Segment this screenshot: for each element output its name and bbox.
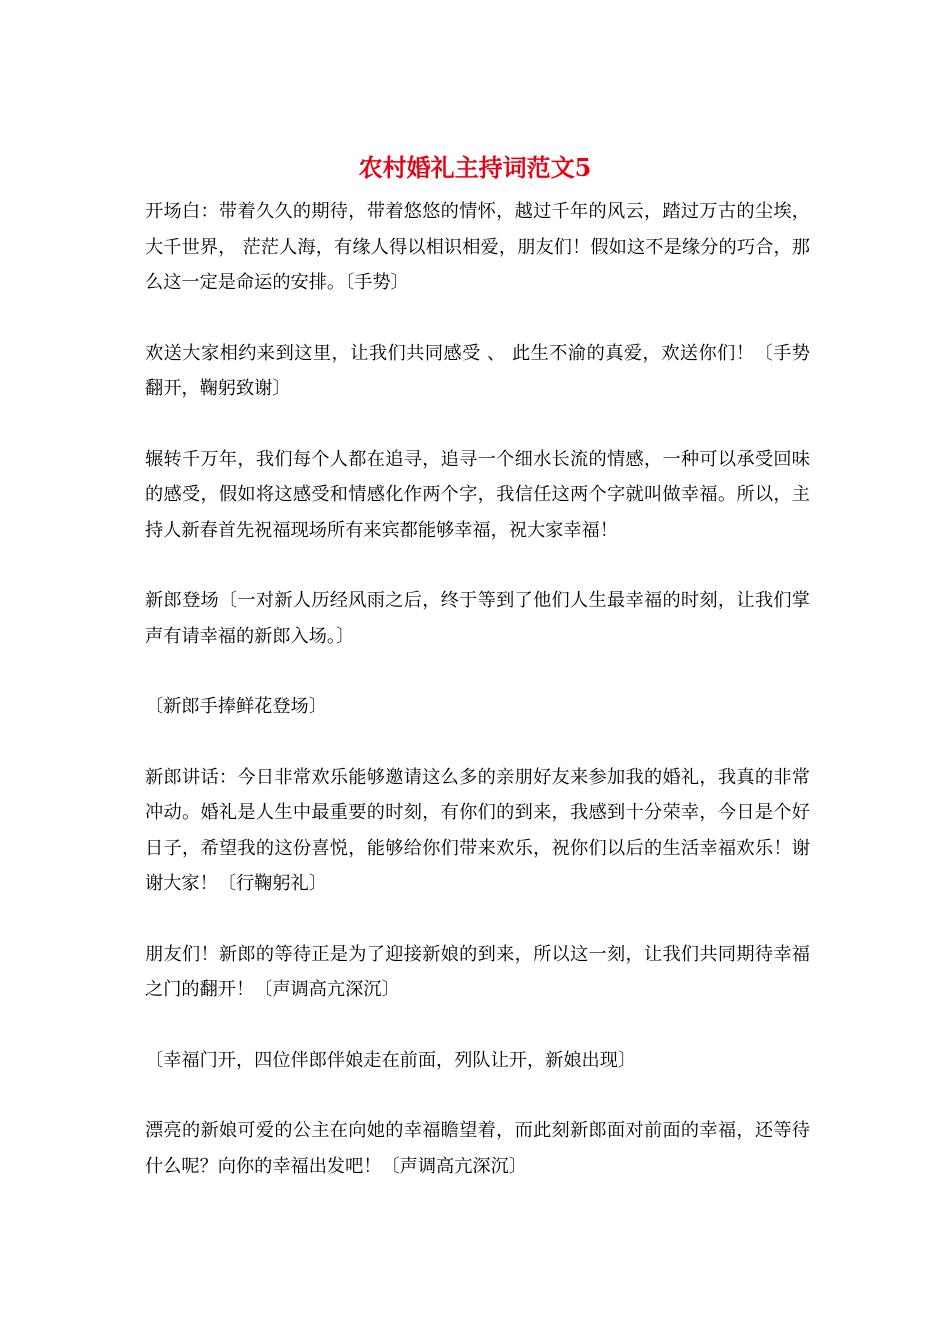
document-title: 农村婚礼主持词范文5 xyxy=(358,153,592,182)
document-body xyxy=(145,194,810,1219)
paragraph-welcome: 欢送大家相约来到这里，让我们共同感受 、 此生不渝的真爱，欢送你们！〔手势翻开，鞠躬致谢〕 xyxy=(145,342,810,399)
paragraph-bride: 漂亮的新娘可爱的公主在向她的幸福瞻望着，而此刻新郎面对前面的幸福，还等待什么呢？向你的幸福出发吧！〔声调高亢深沉〕 xyxy=(145,1120,810,1177)
paragraph-groom-speech: 新郎讲话：今日非常欢乐能够邀请这么多的亲朋好友来参加我的婚礼，我真的非常冲动。婚礼是人生中最重要的时刻，有你们的到来，我感到十分荣幸，今日是个好日子，希望我的这份喜悦，能够给你们带来欢乐，祝你们以后的生活幸福欢乐！谢谢大家！〔行鞠躬礼〕 xyxy=(145,766,810,894)
paragraph-groom-entrance: 新郎登场〔一对新人历经风雨之后，终于等到了他们人生最幸福的时刻，让我们掌声有请幸福的新郎入场。〕 xyxy=(145,590,810,647)
paragraph-await-bride: 朋友们！新郎的等待正是为了迎接新娘的到来，所以这一刻，让我们共同期待幸福之门的翻开！〔声调高亢深沉〕 xyxy=(145,943,810,1000)
paragraph-groom-flowers: 〔新郎手捧鲜花登场〕 xyxy=(145,696,327,717)
paragraph-door-opens: 〔幸福门开，四位伴郎伴娘走在前面，列队让开，新娘出现〕 xyxy=(145,1049,637,1071)
paragraph-opening: 开场白：带着久久的期待，带着悠悠的情怀，越过千年的风云，踏过万古的尘埃，大千世界， 茫茫人海，有缘人得以相识相爱，朋友们！假如这不是缘分的巧合，那么这一定是命运的安排。〔手势〕 xyxy=(145,201,810,293)
paragraph-happiness: 辗转千万年，我们每个人都在追寻，追寻一个细水长流的情感，一种可以承受回味的感受，假如将这感受和情感化作两个字，我信任这两个字就叫做幸福。所以，主持人新春首先祝福现场所有来宾都能够幸福，祝大家幸福！ xyxy=(145,448,810,541)
